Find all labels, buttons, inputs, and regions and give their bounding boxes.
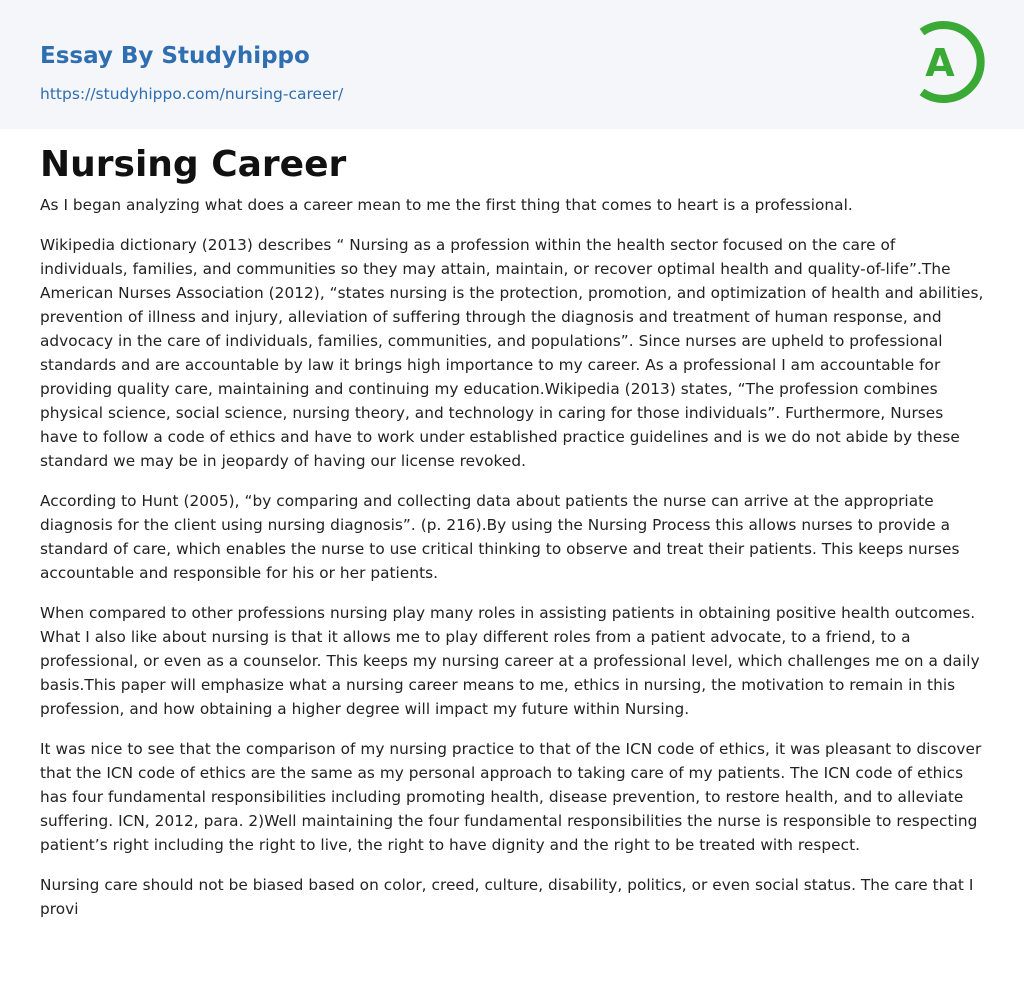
essay-title: Nursing Career [40,144,347,185]
essay-paragraph: When compared to other professions nursing play many roles in assisting patients in obtaining positive health outcomes. What I also like about nursing is that it allows me to play different roles from a patient advocate, to a friend, to a professional, or even as a counselor. This keeps my nursing career at a professional level, which challenges me on a daily basis.This paper will emphasize what a nursing career means to me, ethics in nursing, the motivation to remain in this profession, and how obtaining a higher degree will impact my future within Nursing. [40,604,980,718]
site-brand[interactable]: Essay By Studyhippo [40,43,310,69]
studyhippo-logo-icon[interactable] [904,18,988,106]
logo-letter: A [925,41,955,85]
essay-paragraph: According to Hunt (2005), “by comparing and collecting data about patients the nurse can arrive at the appropriate diagnosis for the client using nursing diagnosis”. (p. 216).By using the Nursing Process this allows nurses to provide a standard of care, which enables the nurse to use critical thinking to observe and treat their patients. This keeps nurses accountable and responsible for his or her patients. [40,492,960,582]
site-header [0,0,1024,129]
essay-paragraph: It was nice to see that the comparison of my nursing practice to that of the ICN code of ethics, it was pleasant to discover that the ICN code of ethics are the same as my personal approach to taking care of my patients. The ICN code of ethics has four fundamental responsibilities including promoting health, disease prevention, to restore health, and to alleviate suffering. ICN, 2012, para. 2)Well maintaining the four fundamental responsibilities the nurse is responsible to respecting patient’s right including the right to live, the right to have dignity and the right to be treated with respect. [40,740,982,854]
essay-paragraph: Wikipedia dictionary (2013) describes “ Nursing as a profession within the health sector focused on the care of individuals, families, and communities so they may attain, maintain, or recover optimal health and quality-of-life”.The American Nurses Association (2012), “states nursing is the protection, promotion, and optimization of health and abilities, prevention of illness and injury, alleviation of suffering through the diagnosis and treatment of human response, and advocacy in the care of individuals, families, communities, and populations”. Since nurses are upheld to professional standards and are accountable by law it brings high importance to my career. As a professional I am accountable for providing quality care, maintaining and continuing my education.Wikipedia (2013) states, “The profession combines physical science, social science, nursing theory, and technology in caring for those individuals”. Furthermore, Nurses have to follow a code of ethics and have to work under established practice guidelines and is we do not abide by these standard we may be in jeopardy of having our license revoked. [40,236,984,470]
essay-content [0,129,1024,921]
essay-url-link[interactable]: https://studyhippo.com/nursing-career/ [40,85,344,103]
essay-paragraph: Nursing care should not be biased based on color, creed, culture, disability, politics, or even social status. The care that I provi [40,876,974,918]
essay-paragraph: As I began analyzing what does a career mean to me the first thing that comes to heart is a professional. [40,196,853,214]
